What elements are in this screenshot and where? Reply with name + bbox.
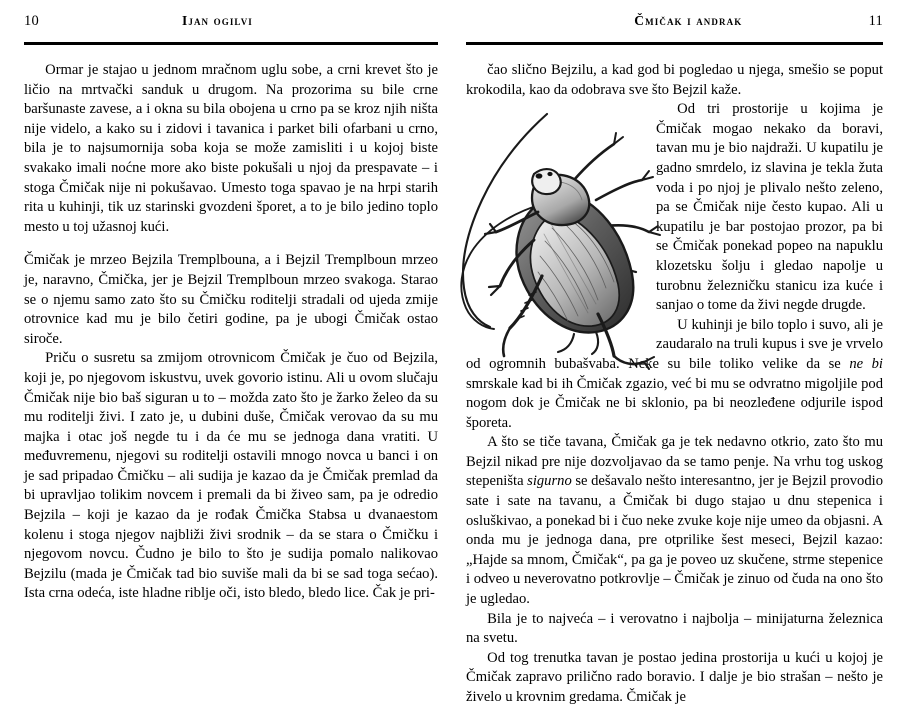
left-running-head (24, 0, 438, 42)
right-running-title: Čmičak i andrak (634, 13, 743, 28)
illustration-wrap-shape (460, 102, 656, 350)
emphasis-ne-bi: ne bi (849, 355, 883, 372)
left-text-column (24, 61, 438, 604)
paragraph: Bila je to najveća – i verovatno i najbolja – minijaturna železnica na svetu. (466, 610, 883, 647)
paragraph-text-a: A što se tiče tavana, Čmičak ga je tek nedavno otkrio, zato što mu Bejzil nikad pre nije dozvoljavao da se tamo penje. Na vrhu tog uskog stepeništa (466, 434, 883, 490)
emphasis-sigurno: sigurno (527, 473, 572, 490)
left-running-title: ijan ogilvi (181, 13, 253, 28)
paragraph: Čmičak je mrzeo Bejzila Tremplbouna, a i Bejzil Tremplboun mrzeo je, naravno, Čmička, jer je Bejzil Tremplboun mrzeo svakoga. Starao se o njemu samo zato što su Čmičku roditelji stradali od ujeda zmije otrovnice kad mu je bilo četiri godine, pa je ubogi Čmičak ostao siroče. (24, 252, 438, 347)
paragraph: Priču o susretu sa zmijom otrovnicom Čmičak je čuo od Bejzila, koji je, po njegovom iskustvu, uvek govorio istinu. Ali u ovom slučaju Čmičak nije bio baš siguran u to – možda zato što je žarko želeo da su mu roditelji živi. I zato je, u dubini duše, Čmičak verovao da su mu majka i otac još negde tu i da će mu se jednoga dana vratiti. U međuvremenu, njegovi su roditelji ostavili mnogo novca u banci i on je sad pripadao Čmičku – ali sudija je kazao da je Čmičak premlad da bi upravljao tolikim novcem i premali da bi živeo sam, pa je odredio Bejzila – koji je kazao da je rođak Čmička Stabsa u dvanaestom kolenu i stoga njegov najbliži živi srodnik – da se stara o Čmičku i njegovom novcu. Čudno je bilo to što je sudija pomalo nalikovao Bejzilu (mada je Čmičak tad bio suviše mali da bi se sad toga sećao). Ista crna odeća, iste hladne riblje oči, isto bledo, bledo lice. Čak je pri- (24, 350, 438, 602)
left-page-number: 10 (24, 13, 39, 29)
right-text-column (466, 61, 883, 708)
paragraph: Od tog trenutka tavan je postao jedina prostorija u kući u kojoj je Čmičak zapravo prilično rado boravio. I dalje je bio strašan – nešto je živelo u krovnim gredama. Čmičak je (466, 649, 883, 705)
paragraph: Ormar je stajao u jednom mračnom uglu sobe, a crni krevet što je ličio na mrtvački sanduk u drugom. Na prozorima su bile crne baršunaste zavese, a i okna su bila obojena u crno pa se kroz njih ništa nije videlo, a kako su i zidovi i tavanica i parket bili ofarbani u crno, bila je to najsumornija soba koja se može zamisliti i u kojoj biste svakako imali noćne more ako biste pokušali u njoj da prespavate – i stoga Čmičak nije ni pokušavao. Umesto toga spavao je na hrpi starih rita u kuhinji, tik uz starinski gvozdeni šporet, a to je bilo jedino toplo mesto u toj užasnoj kući. (24, 62, 438, 235)
right-page (452, 0, 905, 705)
left-header-rule (24, 42, 438, 45)
right-page-number: 11 (868, 13, 883, 29)
right-header-rule (466, 42, 883, 45)
paragraph-text-b: smrskale kad bi ih Čmičak zgazio, već bi mu se odvratno migoljile pod nogom dok je Čmičak ne bi sklonio, pa bi neozleđene odjurile ispod šporeta. (466, 375, 883, 431)
paragraph (466, 433, 883, 609)
paragraph: čao slično Bejzilu, a kad god bi pogledao u njega, smešio se poput krokodila, kao da odobrava sve što Bejzil kaže. (466, 62, 883, 98)
right-running-head (466, 0, 883, 42)
paragraph: Od tri prostorije u kojima je Čmičak mogao nekako da boravi, tavan mu je bio najdraži. U kupatilu je gadno smrdelo, iz slavina je tekla žuta voda i po njoj je plivalo nešto zeleno, pa se Čmičak nije često kupao. Ali u kupatilu je bar postojao prozor, pa bi se Čmičak ponekad popeo na napuklu klozetsku šolju i gledao napolje u turobnu železničku stanicu iza kuće i sanjao o tome da živi negde drugde. (656, 101, 883, 314)
paragraph-text-b: se dešavalo nešto interesantno, jer je Bejzil provodio sate i sate na tavanu, a Čmičak bi dugo stajao u dnu stepenica i osluškivao, a ponekad bi i čuo neke zvuke koje nije umeo da objasni. A onda mu je jednoga dana, pre otprilike šest meseci, Bejzil kazao: „Hajde sa mnom, Čmičak“, pa ga je poveo uz skučene, strme stepenice i odveo u neverovatno potkrovlje – Čmičak je zinuo od čuda na ono što je ugledao. (466, 473, 883, 608)
left-page (0, 0, 452, 700)
paragraph-text-a: U kuhinji je bilo toplo i suvo, ali je zaudaralo na truli kupus i sve je vrvelo od ogromnih bubašvaba. Neke su bile toliko velike da se (466, 316, 883, 372)
